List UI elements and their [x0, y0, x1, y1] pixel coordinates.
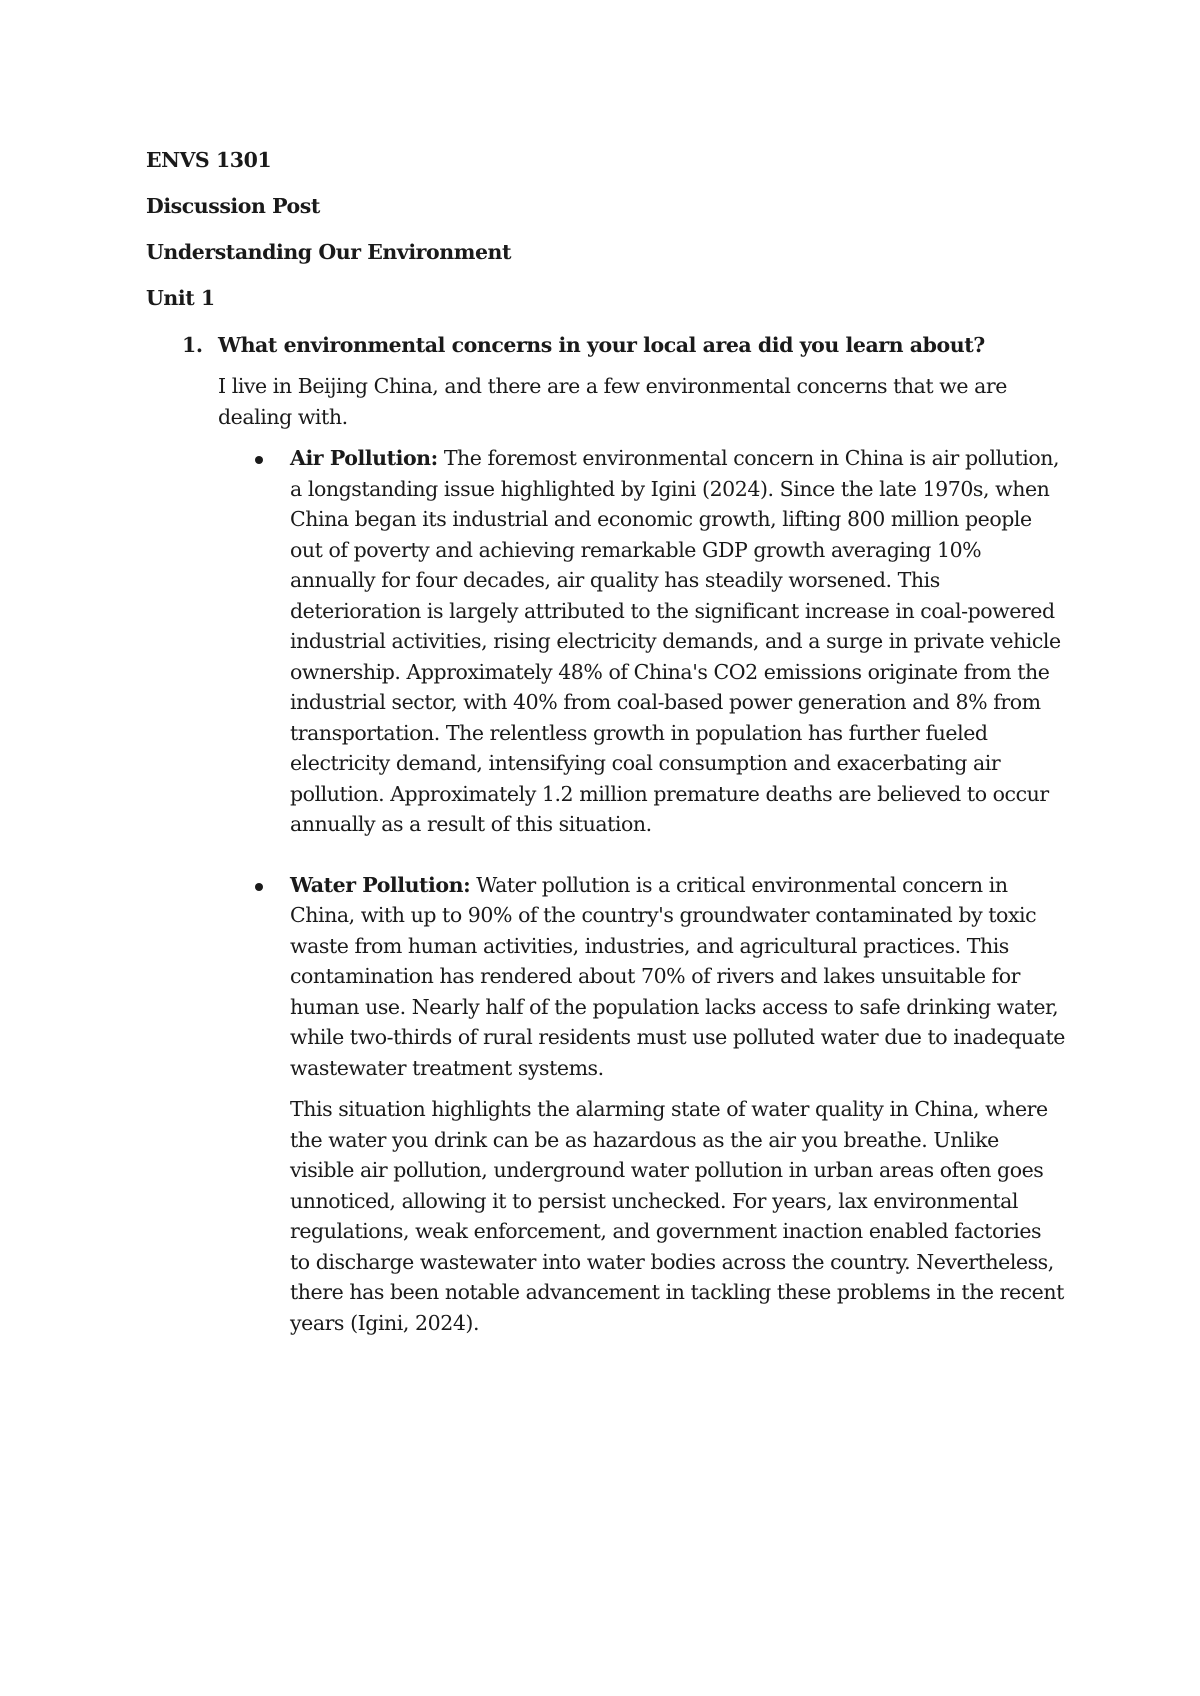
- bullet-text: The foremost environmental concern in China is air pollution, a longstanding issue highlighted by Igini (2024). Since the late 1970s, when China began its industrial and economic growth, lifting 800 million people out of poverty and achieving remarkable GDP growth averaging 10% annually for four decades, air quality has steadily worsened. This deterioration is largely attributed to the significant increase in coal-powered industrial activities, rising electricity demands, and a surge in private vehicle ownership. Approximately 48% of China's CO2 emissions originate from the industrial sector, with 40% from coal-based power generation and 8% from transportation. The relentless growth in population has further fueled electricity demand, intensifying coal consumption and exacerbating air pollution. Approximately 1.2 million premature deaths are believed to occur annually as a result of this situation.: [290, 446, 1061, 836]
- bullet-text: Water pollution is a critical environmental concern in China, with up to 90% of the country's groundwater contaminated by toxic waste from human activities, industries, and agricultural practices. This contamination has rendered about 70% of rivers and lakes unsuitable for human use. Nearly half of the population lacks access to safe drinking water, while two-thirds of rural residents must use polluted water due to inadequate wastewater treatment systems.: [290, 872, 1065, 1080]
- question-text: What environmental concerns in your local area did you learn about?: [218, 333, 985, 357]
- document-title: Understanding Our Environment: [146, 240, 512, 264]
- question-item: [146, 330, 1066, 360]
- follow-up-paragraph: This situation highlights the alarming state of water quality in China, where the water you drink can be as hazardous as the air you breathe. Unlike visible air pollution, underground water pollution in urban areas often goes unnoticed, allowing it to persist unchecked. For years, lax environmental regulations, weak enforcement, and government inaction enabled factories to discharge wastewater into water bodies across the country. Nevertheless, there has been notable advancement in tackling these problems in the recent years (Igini, 2024).: [290, 1097, 1064, 1335]
- spacer: [146, 840, 1066, 870]
- bullet-paragraph: [290, 443, 1066, 840]
- bullet-paragraph: [290, 870, 1066, 1084]
- document-page: [146, 146, 1066, 1338]
- intro-paragraph: I live in Beijing China, and there are a few environmental concerns that we are dealing with.: [218, 374, 1007, 429]
- bullet-label: Air Pollution:: [290, 446, 438, 470]
- course-code: ENVS 1301: [146, 148, 272, 172]
- bullet-icon: [255, 456, 263, 464]
- question-number: 1.: [182, 333, 203, 357]
- bullet-water-pollution: [290, 870, 1066, 1084]
- bullet-label: Water Pollution:: [290, 872, 471, 897]
- bullet-icon: [255, 883, 263, 891]
- bullet-air-pollution: [290, 443, 1066, 840]
- unit-label: Unit 1: [146, 286, 215, 310]
- post-type: Discussion Post: [146, 194, 320, 218]
